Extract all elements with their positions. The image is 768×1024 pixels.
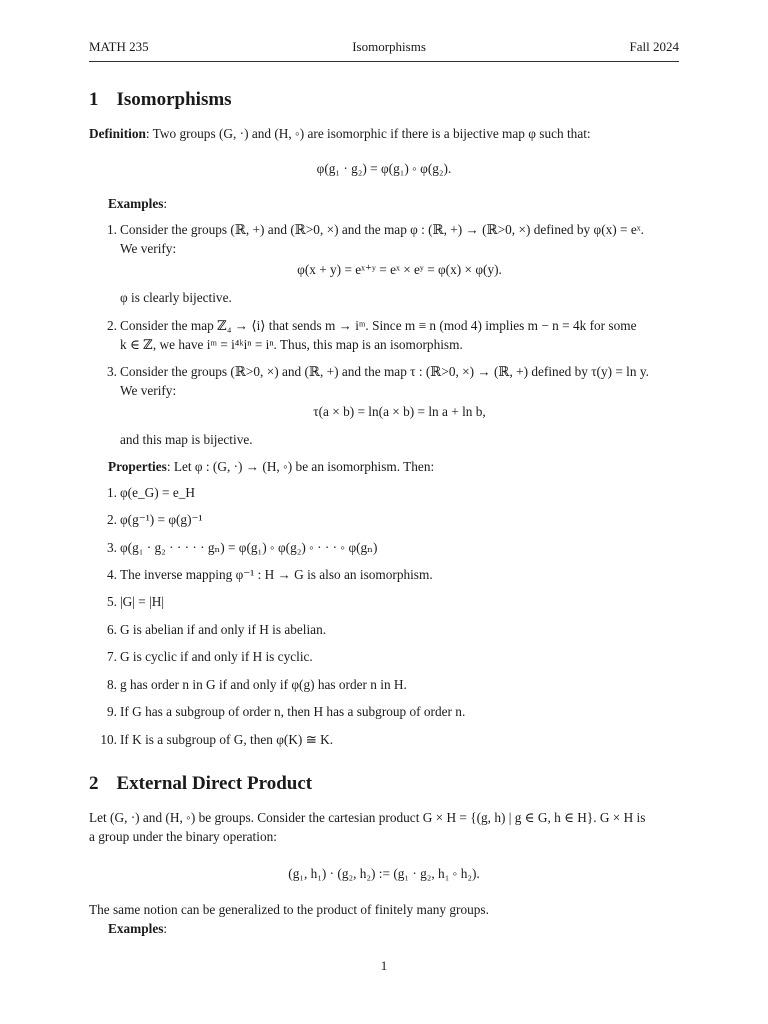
list-item	[89, 702, 679, 721]
page	[89, 38, 679, 936]
section-1-title: Isomorphisms	[116, 89, 232, 110]
properties-label: Properties	[108, 459, 167, 474]
example-number: 2.	[107, 318, 117, 333]
course-code: MATH 235	[89, 39, 149, 54]
property-text: The inverse mapping φ⁻¹ : H → G is also an isomorphism.	[120, 567, 433, 582]
example-text: We verify:	[120, 241, 177, 257]
example-item-3	[89, 362, 679, 401]
section-2-heading	[89, 770, 312, 798]
example-text: We verify:	[120, 383, 177, 399]
property-text: G is cyclic if and only if H is cyclic.	[120, 649, 313, 664]
list-number: 4.	[107, 567, 117, 582]
list-number: 3.	[107, 540, 117, 555]
list-item	[89, 730, 679, 749]
properties-text: : Let φ : (G, ·) → (H, ◦) be an isomorphism. Then:	[166, 459, 435, 474]
direct-product-equation: (g₁, h₁) · (g₂, h₂) := (g₁ · g₂, h₁ ◦ h₂).	[288, 866, 480, 881]
list-number: 9.	[107, 704, 117, 719]
list-number: 2.	[107, 512, 117, 527]
property-text: φ(e_G) = e_H	[120, 485, 195, 500]
example-equation: φ(x + y) = eˣ⁺ʸ = eˣ × eʸ = φ(x) × φ(y).	[297, 262, 502, 277]
property-text: g has order n in G if and only if φ(g) has order n in H.	[120, 677, 407, 692]
examples-label: Examples	[108, 196, 164, 211]
example-text: Consider the map ℤ₄ → ⟨i⟩ that sends m → iᵐ. Since m ≡ n (mod 4) implies m − n = 4k for some	[120, 318, 637, 333]
running-header	[89, 38, 679, 62]
example-item-1	[89, 220, 679, 259]
property-text: G is abelian if and only if H is abelian.	[120, 622, 327, 637]
property-text: If K is a subgroup of G, then φ(K) ≅ K.	[120, 732, 334, 747]
definition-equation: φ(g₁ · g₂) = φ(g₁) ◦ φ(g₂).	[316, 161, 452, 176]
header-topic: Isomorphisms	[352, 39, 426, 54]
generalization-text: The same notion can be generalized to the product of finitely many groups.	[89, 902, 489, 917]
list-item	[89, 620, 679, 639]
example-text: Consider the groups (ℝ>0, ×) and (ℝ, +) and the map τ : (ℝ>0, ×) → (ℝ, +) defined by τ(y) = ln y.	[120, 364, 649, 379]
example-text: Consider the groups (ℝ, +) and (ℝ>0, ×) and the map φ : (ℝ, +) → (ℝ>0, ×) defined by φ(x) = eˣ.	[120, 222, 644, 237]
list-number: 10.	[100, 732, 117, 747]
definition-label: Definition	[89, 126, 146, 141]
section-2-title: External Direct Product	[116, 773, 313, 794]
property-text: φ(g₁ · g₂ · · · · · gₙ) = φ(g₁) ◦ φ(g₂) ◦ · · · ◦ φ(gₙ)	[120, 540, 378, 555]
list-item	[89, 510, 679, 529]
examples-heading: Examples:	[108, 196, 168, 211]
intro-line: Let (G, ·) and (H, ◦) be groups. Consider the cartesian product G × H = {(g, h) | g ∈ G, h ∈ H}. G × H is	[89, 810, 646, 825]
page-number: 1	[380, 958, 388, 973]
header-term: Fall 2024	[629, 39, 679, 54]
example-equation: τ(a × b) = ln(a × b) = ln a + ln b,	[313, 404, 486, 419]
list-number: 6.	[107, 622, 117, 637]
list-item	[89, 538, 679, 557]
list-number: 8.	[107, 677, 117, 692]
examples-label: Examples	[108, 921, 164, 936]
example-item-2	[89, 316, 679, 355]
list-item	[89, 483, 679, 502]
list-item	[89, 675, 679, 694]
examples-heading-2: Examples:	[108, 921, 168, 936]
example-number: 1.	[107, 222, 117, 237]
example-text: and this map is bijective.	[120, 432, 253, 447]
property-text: If G has a subgroup of order n, then H has a subgroup of order n.	[120, 704, 466, 719]
list-item	[89, 565, 679, 584]
list-item	[89, 647, 679, 666]
section-1-number: 1	[89, 89, 99, 110]
section-2-number: 2	[89, 773, 99, 794]
definition-paragraph	[89, 124, 679, 143]
definition-text: : Two groups (G, ·) and (H, ◦) are isomorphic if there is a bijective map φ such that:	[145, 126, 591, 141]
list-item	[89, 592, 679, 611]
property-text: φ(g⁻¹) = φ(g)⁻¹	[120, 512, 203, 527]
example-text: φ is clearly bijective.	[120, 290, 232, 305]
section-1-heading	[89, 86, 232, 114]
list-number: 7.	[107, 649, 117, 664]
intro-line: a group under the binary operation:	[89, 829, 277, 845]
list-number: 1.	[107, 485, 117, 500]
properties-paragraph	[108, 457, 698, 476]
example-number: 3.	[107, 364, 117, 379]
property-text: |G| = |H|	[120, 594, 165, 609]
example-text: k ∈ ℤ, we have iᵐ = i⁴ᵏiⁿ = iⁿ. Thus, this map is an isomorphism.	[120, 337, 463, 353]
list-number: 5.	[107, 594, 117, 609]
direct-product-intro	[89, 808, 679, 847]
